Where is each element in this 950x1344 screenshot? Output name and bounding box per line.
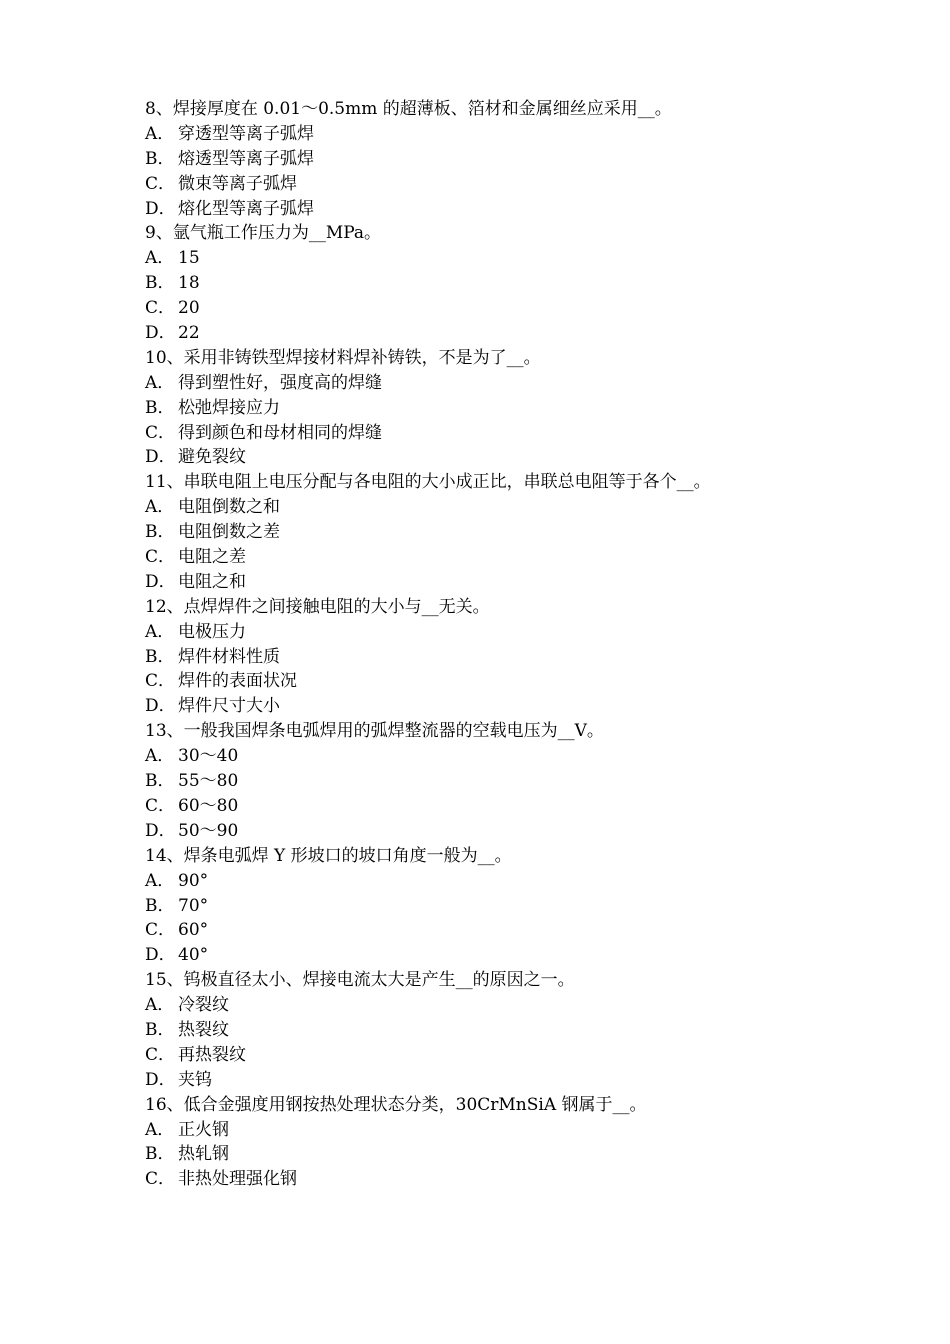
option-letter: B．	[145, 771, 175, 792]
option-letter: A．	[145, 621, 175, 642]
option-text: 20	[178, 298, 200, 319]
option-letter: A．	[145, 123, 175, 144]
question-block	[145, 968, 845, 1092]
question-stem: 10、采用非铸铁型焊接材料焊补铸铁，不是为了__。	[145, 347, 541, 368]
option-letter: A．	[145, 870, 175, 891]
answer-option	[145, 321, 845, 346]
option-text: 电阻之差	[178, 547, 246, 568]
option-letter: C．	[145, 1044, 176, 1065]
option-text: 避免裂纹	[178, 447, 246, 468]
answer-option	[145, 520, 845, 545]
option-letter: B．	[145, 646, 175, 667]
option-text: 15	[178, 248, 200, 269]
option-text: 60～80	[178, 795, 239, 816]
option-text: 55～80	[178, 771, 239, 792]
option-text: 再热裂纹	[178, 1044, 246, 1065]
option-text: 热裂纹	[178, 1019, 229, 1040]
option-letter: B．	[145, 397, 175, 418]
option-text: 50～90	[178, 820, 239, 841]
option-text: 90°	[178, 870, 209, 891]
option-letter: C．	[145, 298, 176, 319]
option-text: 电阻之和	[178, 571, 246, 592]
option-letter: B．	[145, 895, 175, 916]
option-letter: D．	[145, 198, 176, 219]
answer-option	[145, 172, 845, 197]
option-text: 30～40	[178, 746, 239, 767]
option-letter: C．	[145, 920, 176, 941]
option-text: 焊件材料性质	[178, 646, 280, 667]
option-text: 正火钢	[178, 1119, 229, 1140]
answer-option	[145, 943, 845, 968]
option-letter: C．	[145, 173, 176, 194]
option-letter: B．	[145, 148, 175, 169]
option-text: 电极压力	[178, 621, 246, 642]
answer-option	[145, 819, 845, 844]
option-text: 熔透型等离子弧焊	[178, 148, 314, 169]
option-text: 焊件尺寸大小	[178, 696, 280, 717]
option-letter: A．	[145, 1119, 175, 1140]
question-stem: 15、钨极直径太小、焊接电流太大是产生__的原因之一。	[145, 970, 575, 991]
answer-option	[145, 396, 845, 421]
option-text: 穿透型等离子弧焊	[178, 123, 314, 144]
question-block	[145, 221, 845, 345]
option-letter: B．	[145, 273, 175, 294]
option-text: 60°	[178, 920, 209, 941]
question-block	[145, 844, 845, 968]
answer-option	[145, 1018, 845, 1043]
option-text: 40°	[178, 945, 209, 966]
answer-option	[145, 894, 845, 919]
option-text: 得到颜色和母材相同的焊缝	[178, 422, 382, 443]
answer-option	[145, 1068, 845, 1093]
question-block	[145, 470, 845, 594]
option-letter: D．	[145, 945, 176, 966]
question-block	[145, 346, 845, 470]
option-letter: D．	[145, 820, 176, 841]
option-letter: C．	[145, 795, 176, 816]
option-letter: D．	[145, 1069, 176, 1090]
answer-option	[145, 246, 845, 271]
option-letter: A．	[145, 497, 175, 518]
option-text: 非热处理强化钢	[178, 1169, 297, 1190]
answer-option	[145, 197, 845, 222]
option-text: 22	[178, 323, 200, 344]
question-stem: 16、低合金强度用钢按热处理状态分类，30CrMnSiA 钢属于__。	[145, 1094, 647, 1115]
answer-option	[145, 645, 845, 670]
question-block	[145, 719, 845, 843]
question-stem: 14、焊条电弧焊 Y 形坡口的坡口角度一般为__。	[145, 845, 512, 866]
option-letter: B．	[145, 522, 175, 543]
option-text: 松弛焊接应力	[178, 397, 280, 418]
option-letter: C．	[145, 422, 176, 443]
option-letter: D．	[145, 571, 176, 592]
answer-option	[145, 794, 845, 819]
option-letter: D．	[145, 323, 176, 344]
option-letter: C．	[145, 547, 176, 568]
question-stem: 12、点焊焊件之间接触电阻的大小与__无关。	[145, 596, 490, 617]
option-letter: D．	[145, 447, 176, 468]
answer-option	[145, 669, 845, 694]
option-text: 电阻倒数之差	[178, 522, 280, 543]
answer-option	[145, 570, 845, 595]
option-letter: B．	[145, 1144, 175, 1165]
question-stem: 11、串联电阻上电压分配与各电阻的大小成正比，串联总电阻等于各个__。	[145, 472, 711, 493]
option-letter: D．	[145, 696, 176, 717]
option-text: 18	[178, 273, 200, 294]
answer-option	[145, 1142, 845, 1167]
answer-option	[145, 147, 845, 172]
option-text: 夹钨	[178, 1069, 212, 1090]
option-letter: A．	[145, 372, 175, 393]
answer-option	[145, 694, 845, 719]
answer-option	[145, 495, 845, 520]
answer-option	[145, 918, 845, 943]
answer-option	[145, 1167, 845, 1192]
question-block	[145, 97, 845, 221]
answer-option	[145, 869, 845, 894]
answer-option	[145, 122, 845, 147]
option-text: 微束等离子弧焊	[178, 173, 297, 194]
answer-option	[145, 271, 845, 296]
answer-option	[145, 371, 845, 396]
answer-option	[145, 769, 845, 794]
option-letter: A．	[145, 248, 175, 269]
option-text: 电阻倒数之和	[178, 497, 280, 518]
option-text: 熔化型等离子弧焊	[178, 198, 314, 219]
option-letter: B．	[145, 1019, 175, 1040]
answer-option	[145, 296, 845, 321]
question-block	[145, 595, 845, 719]
answer-option	[145, 445, 845, 470]
answer-option	[145, 993, 845, 1018]
answer-option	[145, 545, 845, 570]
answer-option	[145, 1118, 845, 1143]
question-stem: 8、焊接厚度在 0.01～0.5mm 的超薄板、箔材和金属细丝应采用__。	[145, 99, 672, 119]
option-text: 冷裂纹	[178, 995, 229, 1016]
answer-option	[145, 1043, 845, 1068]
option-text: 70°	[178, 895, 209, 916]
question-block	[145, 1093, 845, 1193]
question-list	[145, 97, 845, 1192]
answer-option	[145, 620, 845, 645]
option-text: 焊件的表面状况	[178, 671, 297, 692]
answer-option	[145, 744, 845, 769]
option-letter: C．	[145, 1169, 176, 1190]
question-stem: 13、一般我国焊条电弧焊用的弧焊整流器的空载电压为__V。	[145, 721, 604, 742]
option-text: 热轧钢	[178, 1144, 229, 1165]
option-letter: C．	[145, 671, 176, 692]
answer-option	[145, 421, 845, 446]
option-letter: A．	[145, 995, 175, 1016]
option-text: 得到塑性好，强度高的焊缝	[178, 372, 382, 393]
question-stem: 9、氩气瓶工作压力为__MPa。	[145, 223, 382, 244]
option-letter: A．	[145, 746, 175, 767]
